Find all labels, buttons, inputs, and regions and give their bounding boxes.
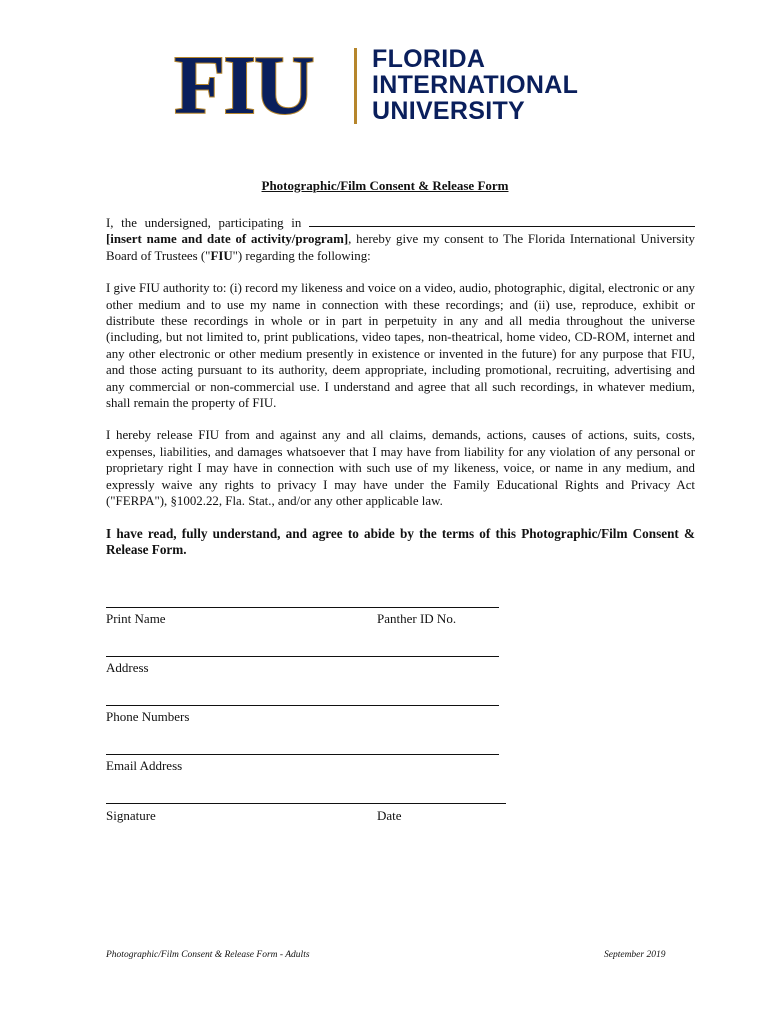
university-name-line-1: FLORIDA bbox=[372, 45, 486, 73]
signature-label: Signature bbox=[106, 808, 156, 823]
intro-insert: [insert name and date of activity/program] bbox=[106, 232, 349, 247]
acknowledgement: I have read, fully understand, and agree to abide by the terms of this Photographic/Film Consent & Release Form. bbox=[106, 525, 695, 557]
address-line[interactable] bbox=[106, 656, 499, 657]
print-name-label: Print Name bbox=[106, 611, 166, 626]
date-label: Date bbox=[377, 808, 402, 823]
print-name-line[interactable] bbox=[106, 607, 499, 608]
logo-divider bbox=[354, 48, 357, 124]
email-label: Email Address bbox=[106, 758, 183, 773]
phone-line[interactable] bbox=[106, 705, 499, 706]
phone-label: Phone Numbers bbox=[106, 709, 190, 724]
authority-paragraph: I give FIU authority to: (i) record my likeness and voice on a video, audio, photographic, digital, electronic or any other medium and to use my name in connection with these recordings; and (ii) use, reproduce, exhibit or distribute these recordings in whole or in part in perpetuity in any and all media throughout the universe (including, but not limited to, print publications, video tapes, non-theatrical, home video, CD-ROM, internet and any other electronic or other medium presently in existence or invented in the future) for any purpose that FIU, and those acting pursuant to its authority, deem appropriate, including promotional, recruiting, advertising and any commercial or non-commercial use. I understand and agree that all such recordings, in whatever medium, shall remain the property of FIU. bbox=[106, 281, 695, 411]
university-name-line-3: UNIVERSITY bbox=[372, 97, 526, 125]
intro-paragraph bbox=[106, 215, 695, 264]
footer-date: September 2019 bbox=[604, 950, 666, 960]
email-line[interactable] bbox=[106, 754, 499, 755]
intro-start: I, the undersigned, participating in bbox=[106, 216, 302, 230]
footer-form-name: Photographic/Film Consent & Release Form - Adults bbox=[106, 950, 310, 960]
intro-abbrev: FIU bbox=[210, 248, 233, 263]
panther-id-label: Panther ID No. bbox=[377, 611, 457, 626]
form-body bbox=[106, 215, 695, 574]
fiu-logo bbox=[174, 39, 614, 132]
intro-end: ") regarding the following: bbox=[232, 248, 371, 263]
address-label: Address bbox=[106, 660, 149, 675]
university-name bbox=[372, 46, 578, 124]
signature-line[interactable] bbox=[106, 803, 506, 804]
university-name-line-2: INTERNATIONAL bbox=[372, 71, 579, 99]
activity-fill-line[interactable] bbox=[309, 215, 695, 227]
intro-mid: , hereby give my consent to The Florida International University Board of Trustees (" bbox=[106, 232, 695, 263]
form-title: Photographic/Film Consent & Release Form bbox=[261, 178, 509, 193]
release-paragraph: I hereby release FIU from and against any and all claims, demands, actions, causes of actions, suits, costs, expenses, liabilities, and damages whatsoever that I may have from liability for any violation of any personal or proprietary right I may have in connection with such use of my likeness, voice, or name in any medium, and expressly waive any rights to privacy I may have under the Family Educational Rights and Privacy Act ("FERPA"), §1002.22, Fla. Stat., and/or any other applicable law. bbox=[106, 428, 695, 509]
fiu-logo-mark: FIU bbox=[174, 39, 313, 132]
